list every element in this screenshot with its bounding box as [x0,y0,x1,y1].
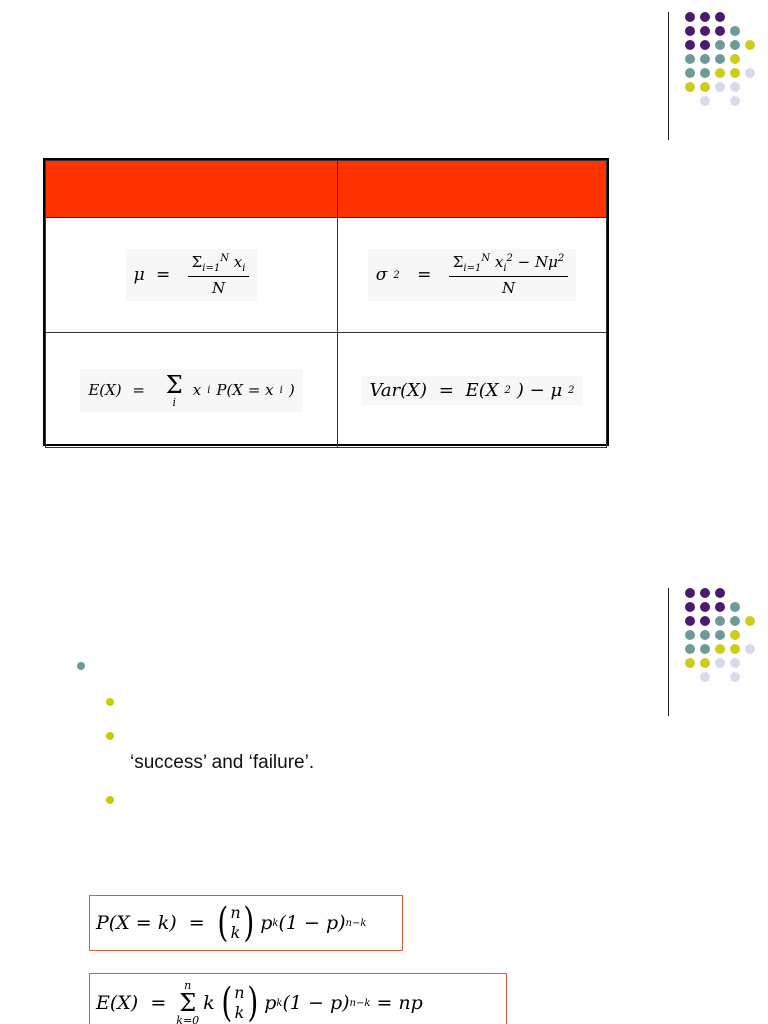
header-cell [338,161,607,218]
decorative-dot [700,54,710,64]
decorative-dot [700,82,710,92]
population-mean-formula: μ = $\frac{\Sigma_{i=1}^N x_i}{N}$ [126,249,258,301]
sub-bullet-point [106,796,114,804]
decorative-dot [700,26,710,36]
variance-formula: Var(X) = E(X 2 ) − μ 2 [361,376,582,405]
decorative-dot [700,672,710,682]
decorative-dot [715,54,725,64]
decorative-dot [685,82,695,92]
decorative-dot [730,96,740,106]
decorative-dot [685,12,695,22]
binomial-expectation-formula: E(X) = n Σ k=0 k ( n k ) p k (1 − p) n−k = np [89,973,507,1024]
decorative-dot [745,644,755,654]
decorative-dot [700,12,710,22]
sub-bullet-point [106,698,114,706]
decorative-dot [685,644,695,654]
decorative-dot [745,68,755,78]
decorative-dot [730,602,740,612]
divider-line [668,588,669,716]
decorative-dot [715,40,725,50]
decorative-dot [730,26,740,36]
decorative-dot [730,616,740,626]
decorative-dot [685,602,695,612]
decorative-dot [730,54,740,64]
decorative-dot [685,40,695,50]
decorative-dot-grid [668,12,768,142]
decorative-dot [745,40,755,50]
bullet-text: ‘success’ and ‘failure’. [130,752,315,773]
decorative-dot [715,616,725,626]
decorative-dot [715,82,725,92]
decorative-dot [685,26,695,36]
decorative-dot [700,630,710,640]
decorative-dot [715,630,725,640]
table-row [46,218,607,333]
decorative-dot [730,672,740,682]
expectation-cell [46,333,338,448]
decorative-dot [730,40,740,50]
table-row [46,333,607,448]
decorative-dot [685,658,695,668]
decorative-dot [730,68,740,78]
binomial-pmf-formula: P(X = k) = ( n k ) p k (1 − p) n−k [89,895,403,951]
population-mean-cell [46,218,338,333]
decorative-dot [715,588,725,598]
population-variance-cell [338,218,607,333]
bullet-point [77,662,85,670]
decorative-dot [715,644,725,654]
sub-bullet-point [106,732,114,740]
decorative-dot [700,658,710,668]
divider-line [668,12,669,140]
formula-table [43,158,609,446]
decorative-dot [700,588,710,598]
population-variance-formula: σ 2 = $\frac{\Sigma_{i=1}^N x_i^2 - N\mu^2}{N}$ [368,249,577,301]
decorative-dot [730,658,740,668]
decorative-dot [685,68,695,78]
decorative-dot [700,602,710,612]
slide-2 [0,512,768,1024]
table-header-row [46,161,607,218]
decorative-dot [715,26,725,36]
decorative-dot [730,630,740,640]
decorative-dot [700,644,710,654]
decorative-dot [700,616,710,626]
decorative-dot-grid [668,588,768,718]
expectation-formula: E(X) = Σ i x i P(X = x i ) [80,369,302,412]
decorative-dot [715,658,725,668]
decorative-dot [685,54,695,64]
decorative-dot [700,68,710,78]
decorative-dot [685,616,695,626]
decorative-dot [685,588,695,598]
decorative-dot [700,96,710,106]
variance-cell [338,333,607,448]
decorative-dot [685,630,695,640]
decorative-dot [730,644,740,654]
decorative-dot [715,68,725,78]
decorative-dot [730,82,740,92]
decorative-dot [745,616,755,626]
header-cell [46,161,338,218]
decorative-dot [715,602,725,612]
decorative-dot [700,40,710,50]
decorative-dot [715,12,725,22]
